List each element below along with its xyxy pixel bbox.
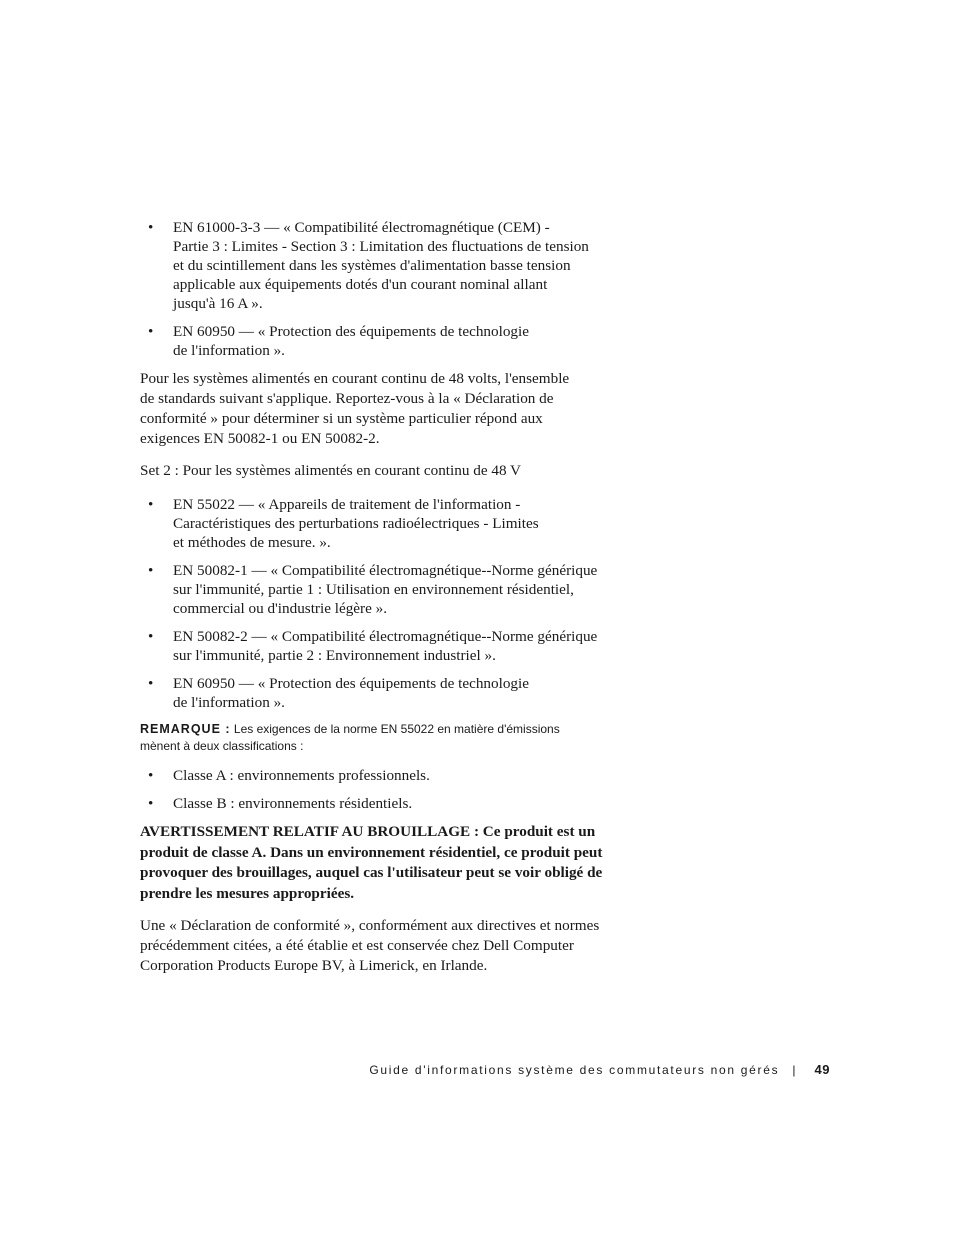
note-label: REMARQUE : bbox=[140, 722, 231, 736]
list-item: • Classe A : environnements professionnels. bbox=[148, 767, 430, 784]
item-line: de l'information ». bbox=[173, 342, 285, 359]
bullet-icon: • bbox=[148, 219, 154, 236]
dc-systems-paragraph: Pour les systèmes alimentés en courant continu de 48 volts, l'ensemble de standards suivant s'applique. Reportez-vous à la « Déclaration de conformité » pour déterminer si un système particulier répond aux exigences EN 50082-1 ou EN 50082-2. bbox=[140, 370, 570, 447]
bullet-icon: • bbox=[148, 767, 154, 784]
list-item: • EN 55022 — « Appareils de traitement de l'information - Caractéristiques des perturbations radioélectriques - Limites et méthodes de mesure. ». bbox=[148, 496, 539, 551]
interference-warning: AVERTISSEMENT RELATIF AU BROUILLAGE : Ce produit est un produit de classe A. Dans un environnement résidentiel, ce produit peut provoquer des brouillages, auquel cas l'utilisateur peut se voir obligé de prendre les mesures appropriées. bbox=[140, 823, 603, 902]
bullet-icon: • bbox=[148, 628, 154, 645]
note-block bbox=[140, 721, 640, 755]
standards-list-2 bbox=[140, 495, 640, 712]
bullet-icon: • bbox=[148, 323, 154, 340]
item-line: et du scintillement dans les systèmes d'alimentation basse tension bbox=[173, 257, 571, 274]
item-line: EN 61000-3-3 — « Compatibilité électromagnétique (CEM) - bbox=[173, 219, 550, 236]
bullet-icon: • bbox=[148, 675, 154, 692]
list-item: • EN 60950 — « Protection des équipements de technologie de l'information ». bbox=[148, 675, 529, 711]
page-footer bbox=[369, 1062, 830, 1077]
set2-heading: Set 2 : Pour les systèmes alimentés en courant continu de 48 V bbox=[140, 462, 522, 479]
list-item bbox=[140, 218, 640, 313]
note-text: mènent à deux classifications : bbox=[140, 739, 304, 753]
declaration-paragraph: Une « Déclaration de conformité », conformément aux directives et normes précédemment citées, a été établie et est conservée chez Dell Computer Corporation Products Europe BV, à Limerick, en Irlande. bbox=[140, 917, 600, 974]
standards-list-1 bbox=[140, 218, 640, 360]
item-line: jusqu'à 16 A ». bbox=[173, 295, 263, 312]
list-item bbox=[140, 322, 640, 360]
item-line: applicable aux équipements dotés d'un courant nominal allant bbox=[173, 276, 548, 293]
list-item: • EN 50082-1 — « Compatibilité électromagnétique--Norme générique sur l'immunité, partie 1 : Utilisation en environnement résidentiel, commercial ou d'industrie légère ». bbox=[148, 562, 598, 617]
footer-title: Guide d'informations système des commutateurs non gérés bbox=[369, 1063, 780, 1077]
item-line: EN 60950 — « Protection des équipements de technologie bbox=[173, 323, 529, 340]
bullet-icon: • bbox=[148, 562, 154, 579]
page-number: 49 bbox=[814, 1062, 830, 1077]
footer-separator: | bbox=[792, 1063, 796, 1077]
page-content bbox=[140, 218, 640, 988]
bullet-icon: • bbox=[148, 496, 154, 513]
item-line: Partie 3 : Limites - Section 3 : Limitation des fluctuations de tension bbox=[173, 238, 589, 255]
class-list bbox=[140, 766, 640, 813]
list-item: • EN 50082-2 — « Compatibilité électromagnétique--Norme générique sur l'immunité, partie 2 : Environnement industriel ». bbox=[148, 628, 598, 664]
list-item: • Classe B : environnements résidentiels. bbox=[148, 795, 413, 812]
note-text: Les exigences de la norme EN 55022 en matière d'émissions bbox=[233, 722, 560, 736]
bullet-icon: • bbox=[148, 795, 154, 812]
